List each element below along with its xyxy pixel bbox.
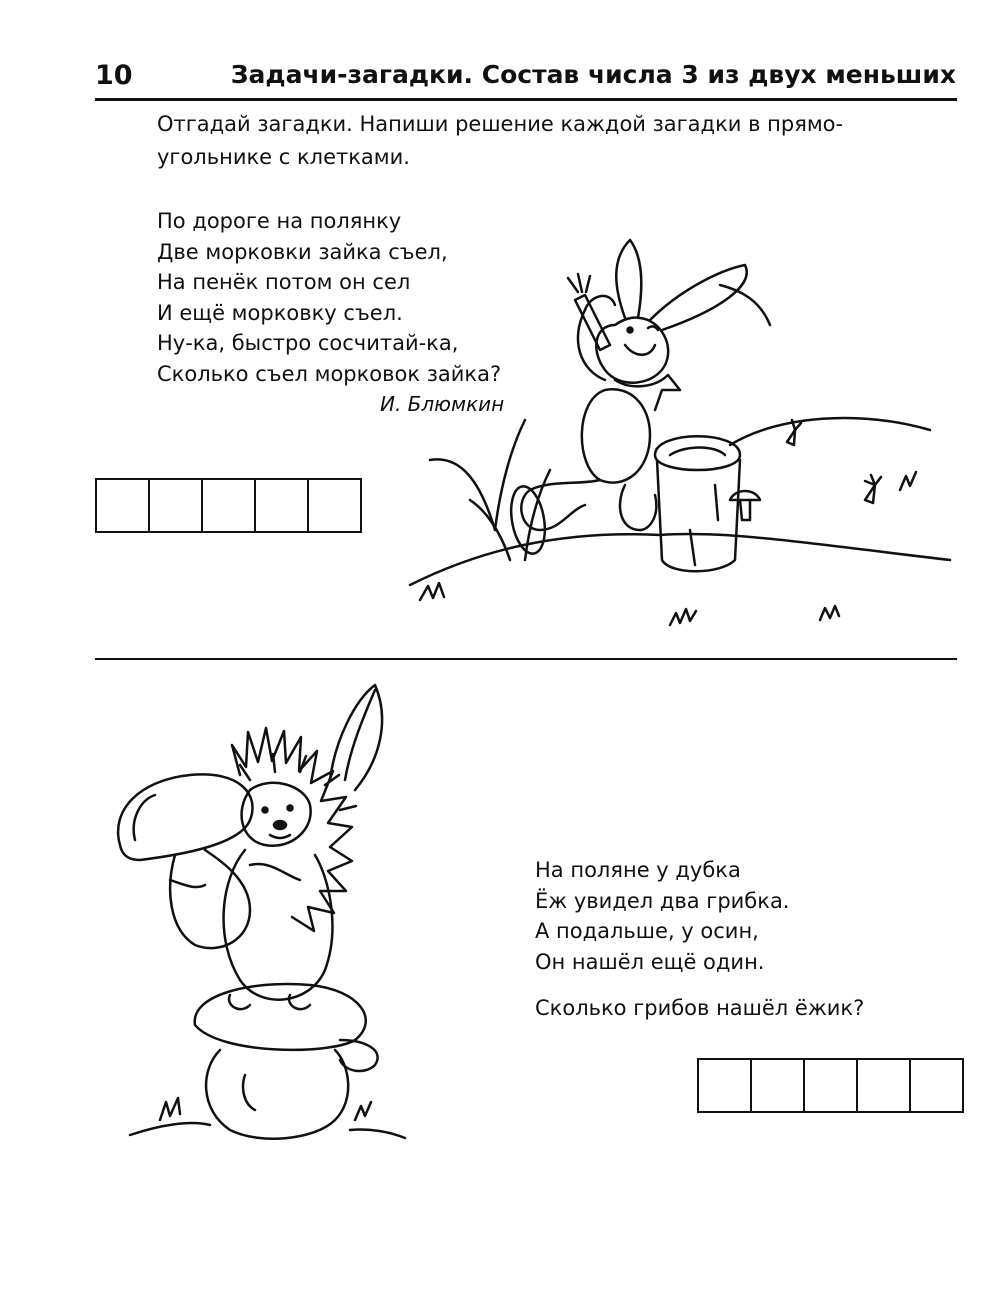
page-title: Задачи-загадки. Состав числа 3 из двух меньших	[230, 60, 956, 89]
poem-line: А подальше, у осин,	[535, 919, 759, 943]
header-divider	[95, 98, 957, 101]
answer-cell[interactable]	[805, 1060, 858, 1111]
bunny-with-carrot-icon	[400, 230, 960, 640]
page-number: 10	[95, 60, 133, 91]
answer-cell[interactable]	[699, 1060, 752, 1111]
poem-line: И ещё морковку съел.	[157, 300, 403, 325]
riddle-1-author: И. Блюмкин	[380, 392, 505, 416]
poem-line: Ёж увидел два грибка.	[535, 888, 790, 913]
answer-cell[interactable]	[752, 1060, 805, 1111]
answer-cell[interactable]	[911, 1060, 962, 1111]
poem-line: Две морковки зайка съел,	[157, 239, 448, 264]
riddle-2-question: Сколько грибов нашёл ёжик?	[535, 996, 865, 1020]
riddle-1-answer-grid[interactable]	[95, 478, 362, 533]
hedgehog-with-mushroom-icon	[100, 680, 420, 1150]
poem-line: По дороге на полянку	[157, 209, 402, 233]
instruction-line: Отгадай загадки. Напиши решение каждой загадки в прямо-	[157, 112, 844, 136]
poem-line: Ну-ка, быстро сосчитай-ка,	[157, 331, 459, 355]
answer-cell[interactable]	[203, 480, 256, 531]
answer-cell[interactable]	[150, 480, 203, 531]
poem-line: На поляне у дубка	[535, 858, 741, 882]
riddle-2-poem	[535, 855, 789, 977]
answer-cell[interactable]	[97, 480, 150, 531]
poem-line: Сколько съел морковок зайка?	[157, 361, 502, 386]
answer-cell[interactable]	[309, 480, 360, 531]
instruction-text	[157, 108, 937, 174]
poem-line: На пенёк потом он сел	[157, 270, 411, 294]
poem-line: Он нашёл ещё один.	[535, 949, 765, 974]
answer-cell[interactable]	[256, 480, 309, 531]
riddle-2-answer-grid[interactable]	[697, 1058, 964, 1113]
instruction-line: угольнике с клетками.	[157, 145, 410, 169]
section-divider	[95, 658, 957, 660]
answer-cell[interactable]	[858, 1060, 911, 1111]
